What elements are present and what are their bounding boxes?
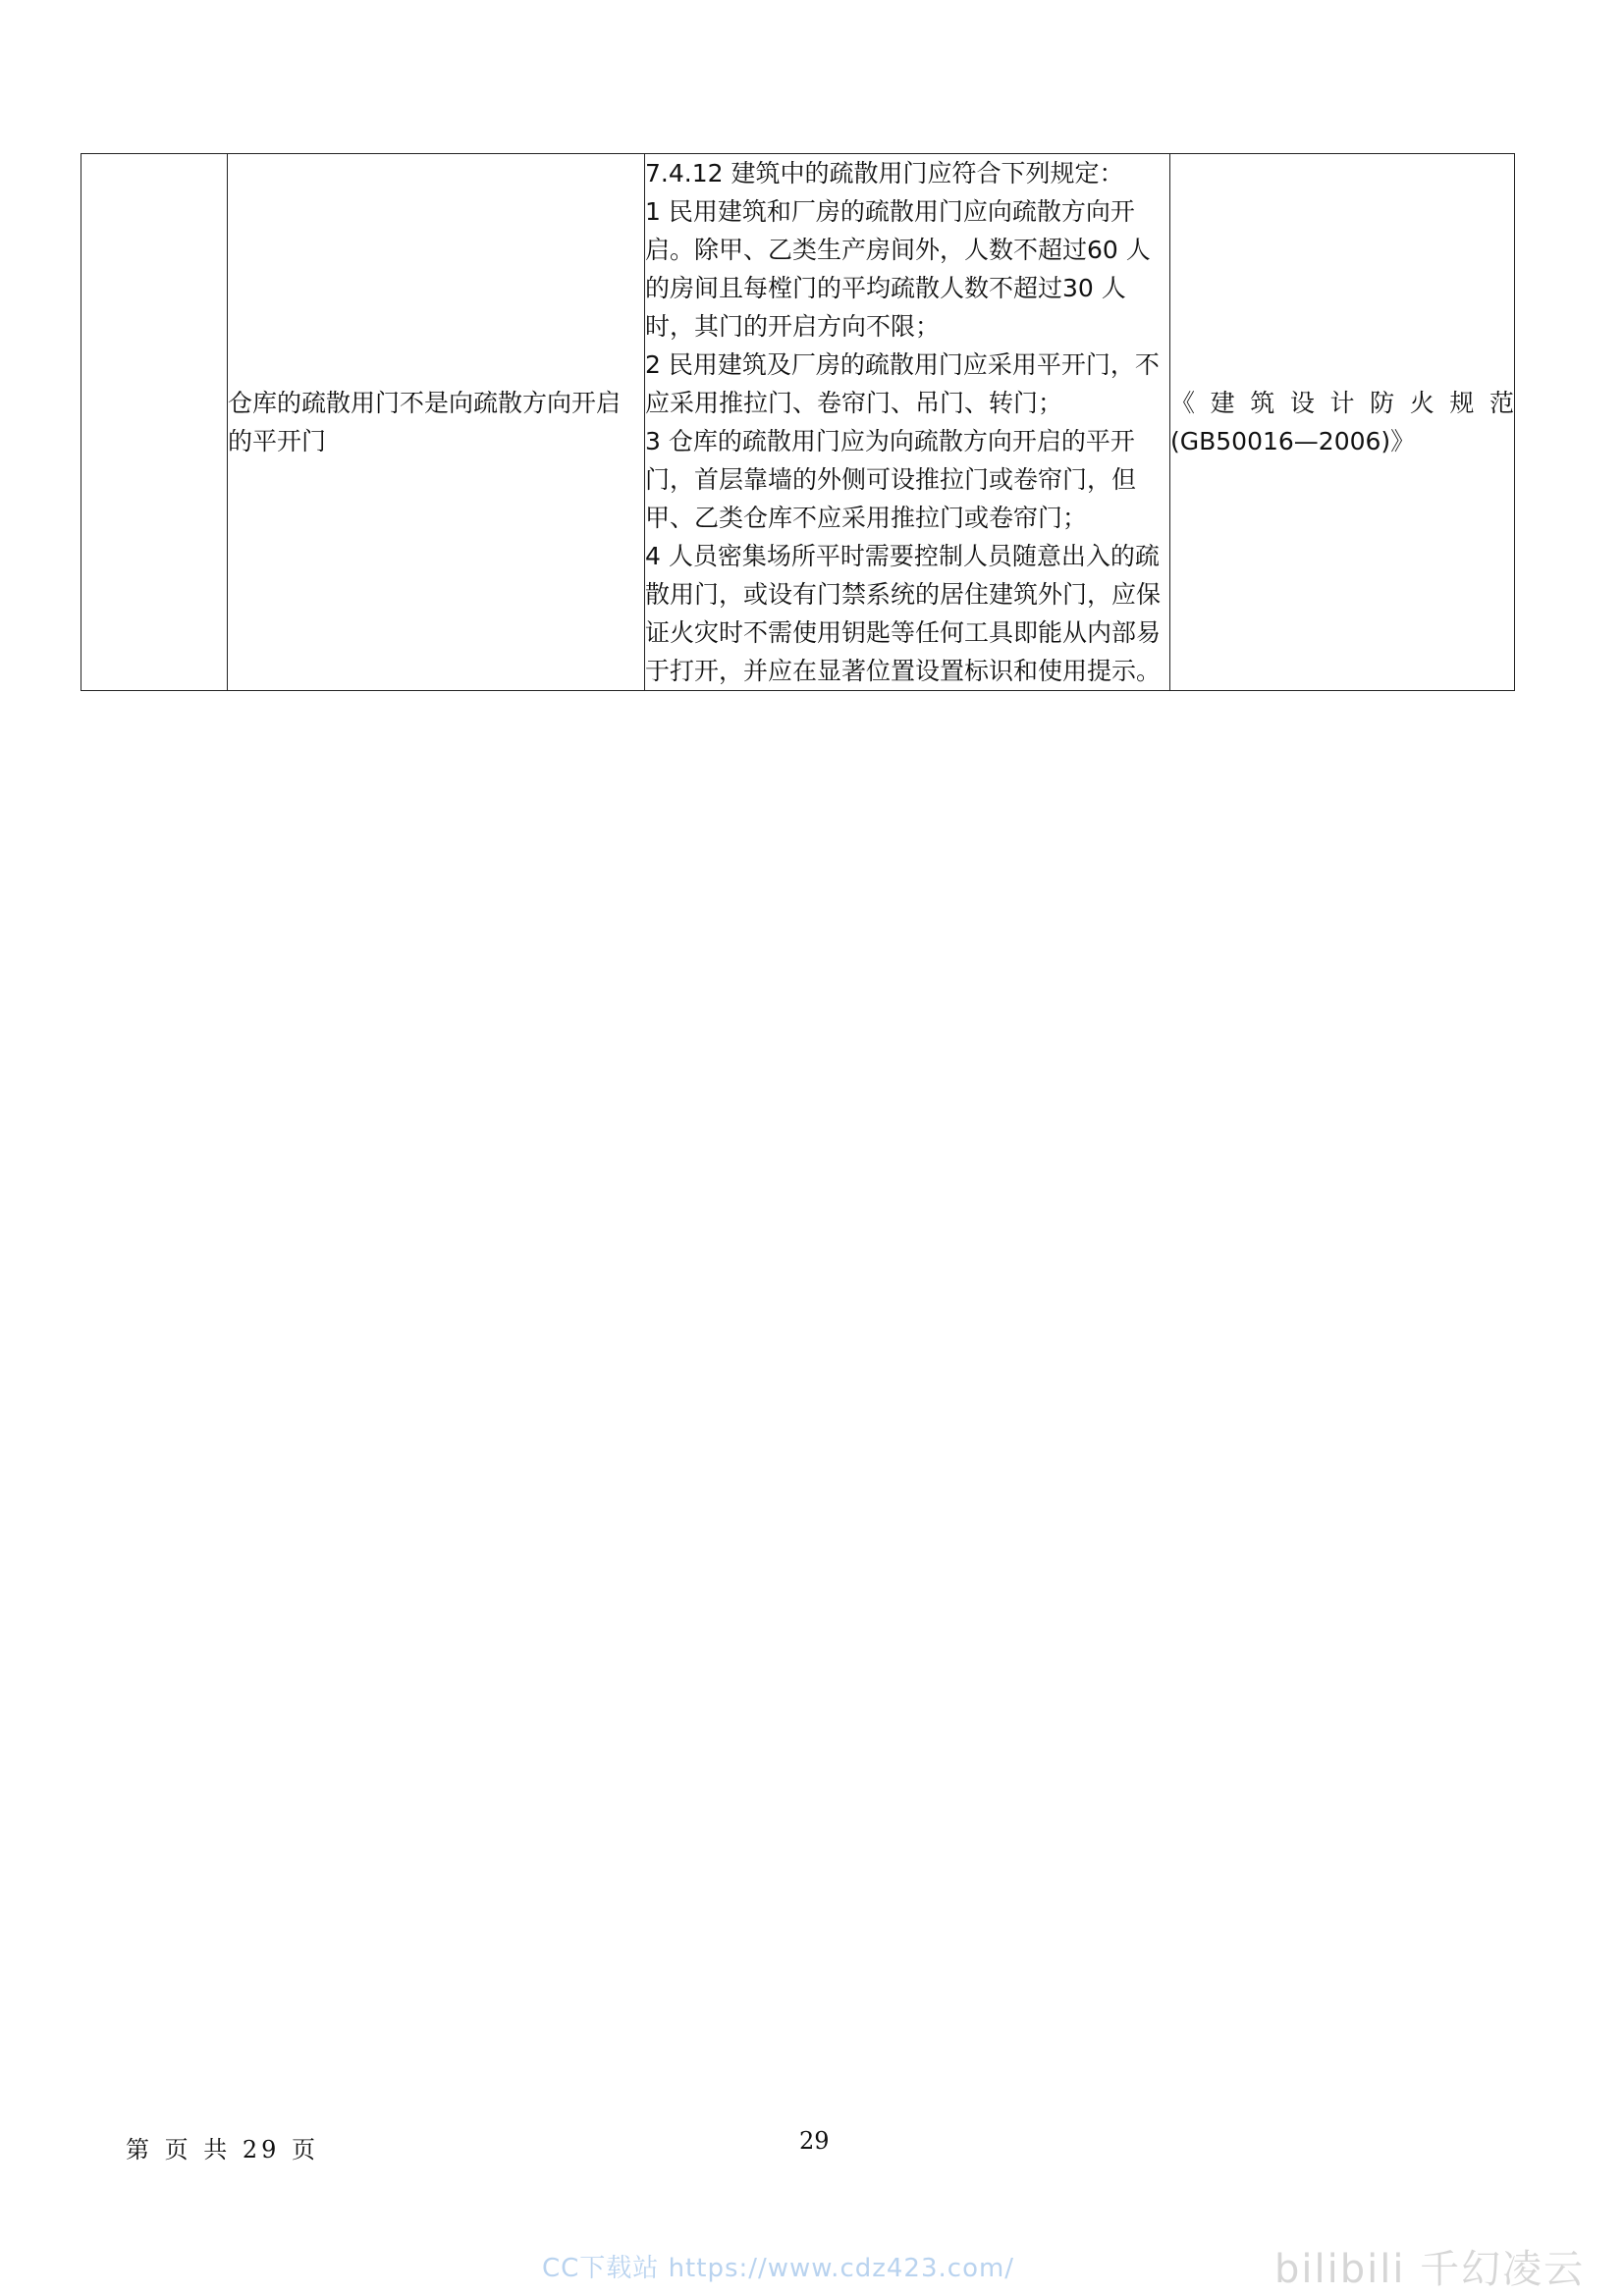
page-info: 第 页 共 29 页 xyxy=(126,2136,320,2163)
basis-heading: 7.4.12 建筑中的疏散用门应符合下列规定： xyxy=(645,159,1124,187)
basis-clause-3: 3 仓库的疏散用门应为向疏散方向开启的平开门，首层靠墙的外侧可设推拉门或卷帘门，但甲、乙类仓库不应采用推拉门或卷帘门； xyxy=(645,427,1137,532)
index-cell xyxy=(81,154,228,691)
watermark-logo: bilibili 千幻凌云 xyxy=(1274,2247,1586,2292)
issue-text: 仓库的疏散用门不是向疏散方向开启的平开门 xyxy=(228,389,622,455)
page-number: 29 xyxy=(799,2127,830,2155)
watermark-url: CC下载站 https://www.cdz423.com/ xyxy=(542,2254,1015,2283)
basis-clause-1: 1 民用建筑和厂房的疏散用门应向疏散方向开启。除甲、乙类生产房间外，人数不超过60 人的房间且每樘门的平均疏散人数不超过30 人时，其门的开启方向不限； xyxy=(645,197,1151,341)
basis-cell xyxy=(645,154,1170,691)
source-name: 《建筑设计防火规范 xyxy=(1170,389,1514,417)
basis-clause-2: 2 民用建筑及厂房的疏散用门应采用平开门，不应采用推拉门、卷帘门、吊门、转门； xyxy=(645,350,1160,417)
table-row xyxy=(81,154,1515,691)
source-code: (GB50016—2006)》 xyxy=(1170,427,1416,455)
basis-clause-4: 4 人员密集场所平时需要控制人员随意出入的疏散用门，或设有门禁系统的居住建筑外门，应保证火灾时不需使用钥匙等任何工具即能从内部易于打开，并应在显著位置设置标识和使用提示。 xyxy=(645,542,1162,685)
inspection-table xyxy=(81,153,1515,691)
source-cell xyxy=(1170,154,1515,691)
issue-cell xyxy=(228,154,645,691)
